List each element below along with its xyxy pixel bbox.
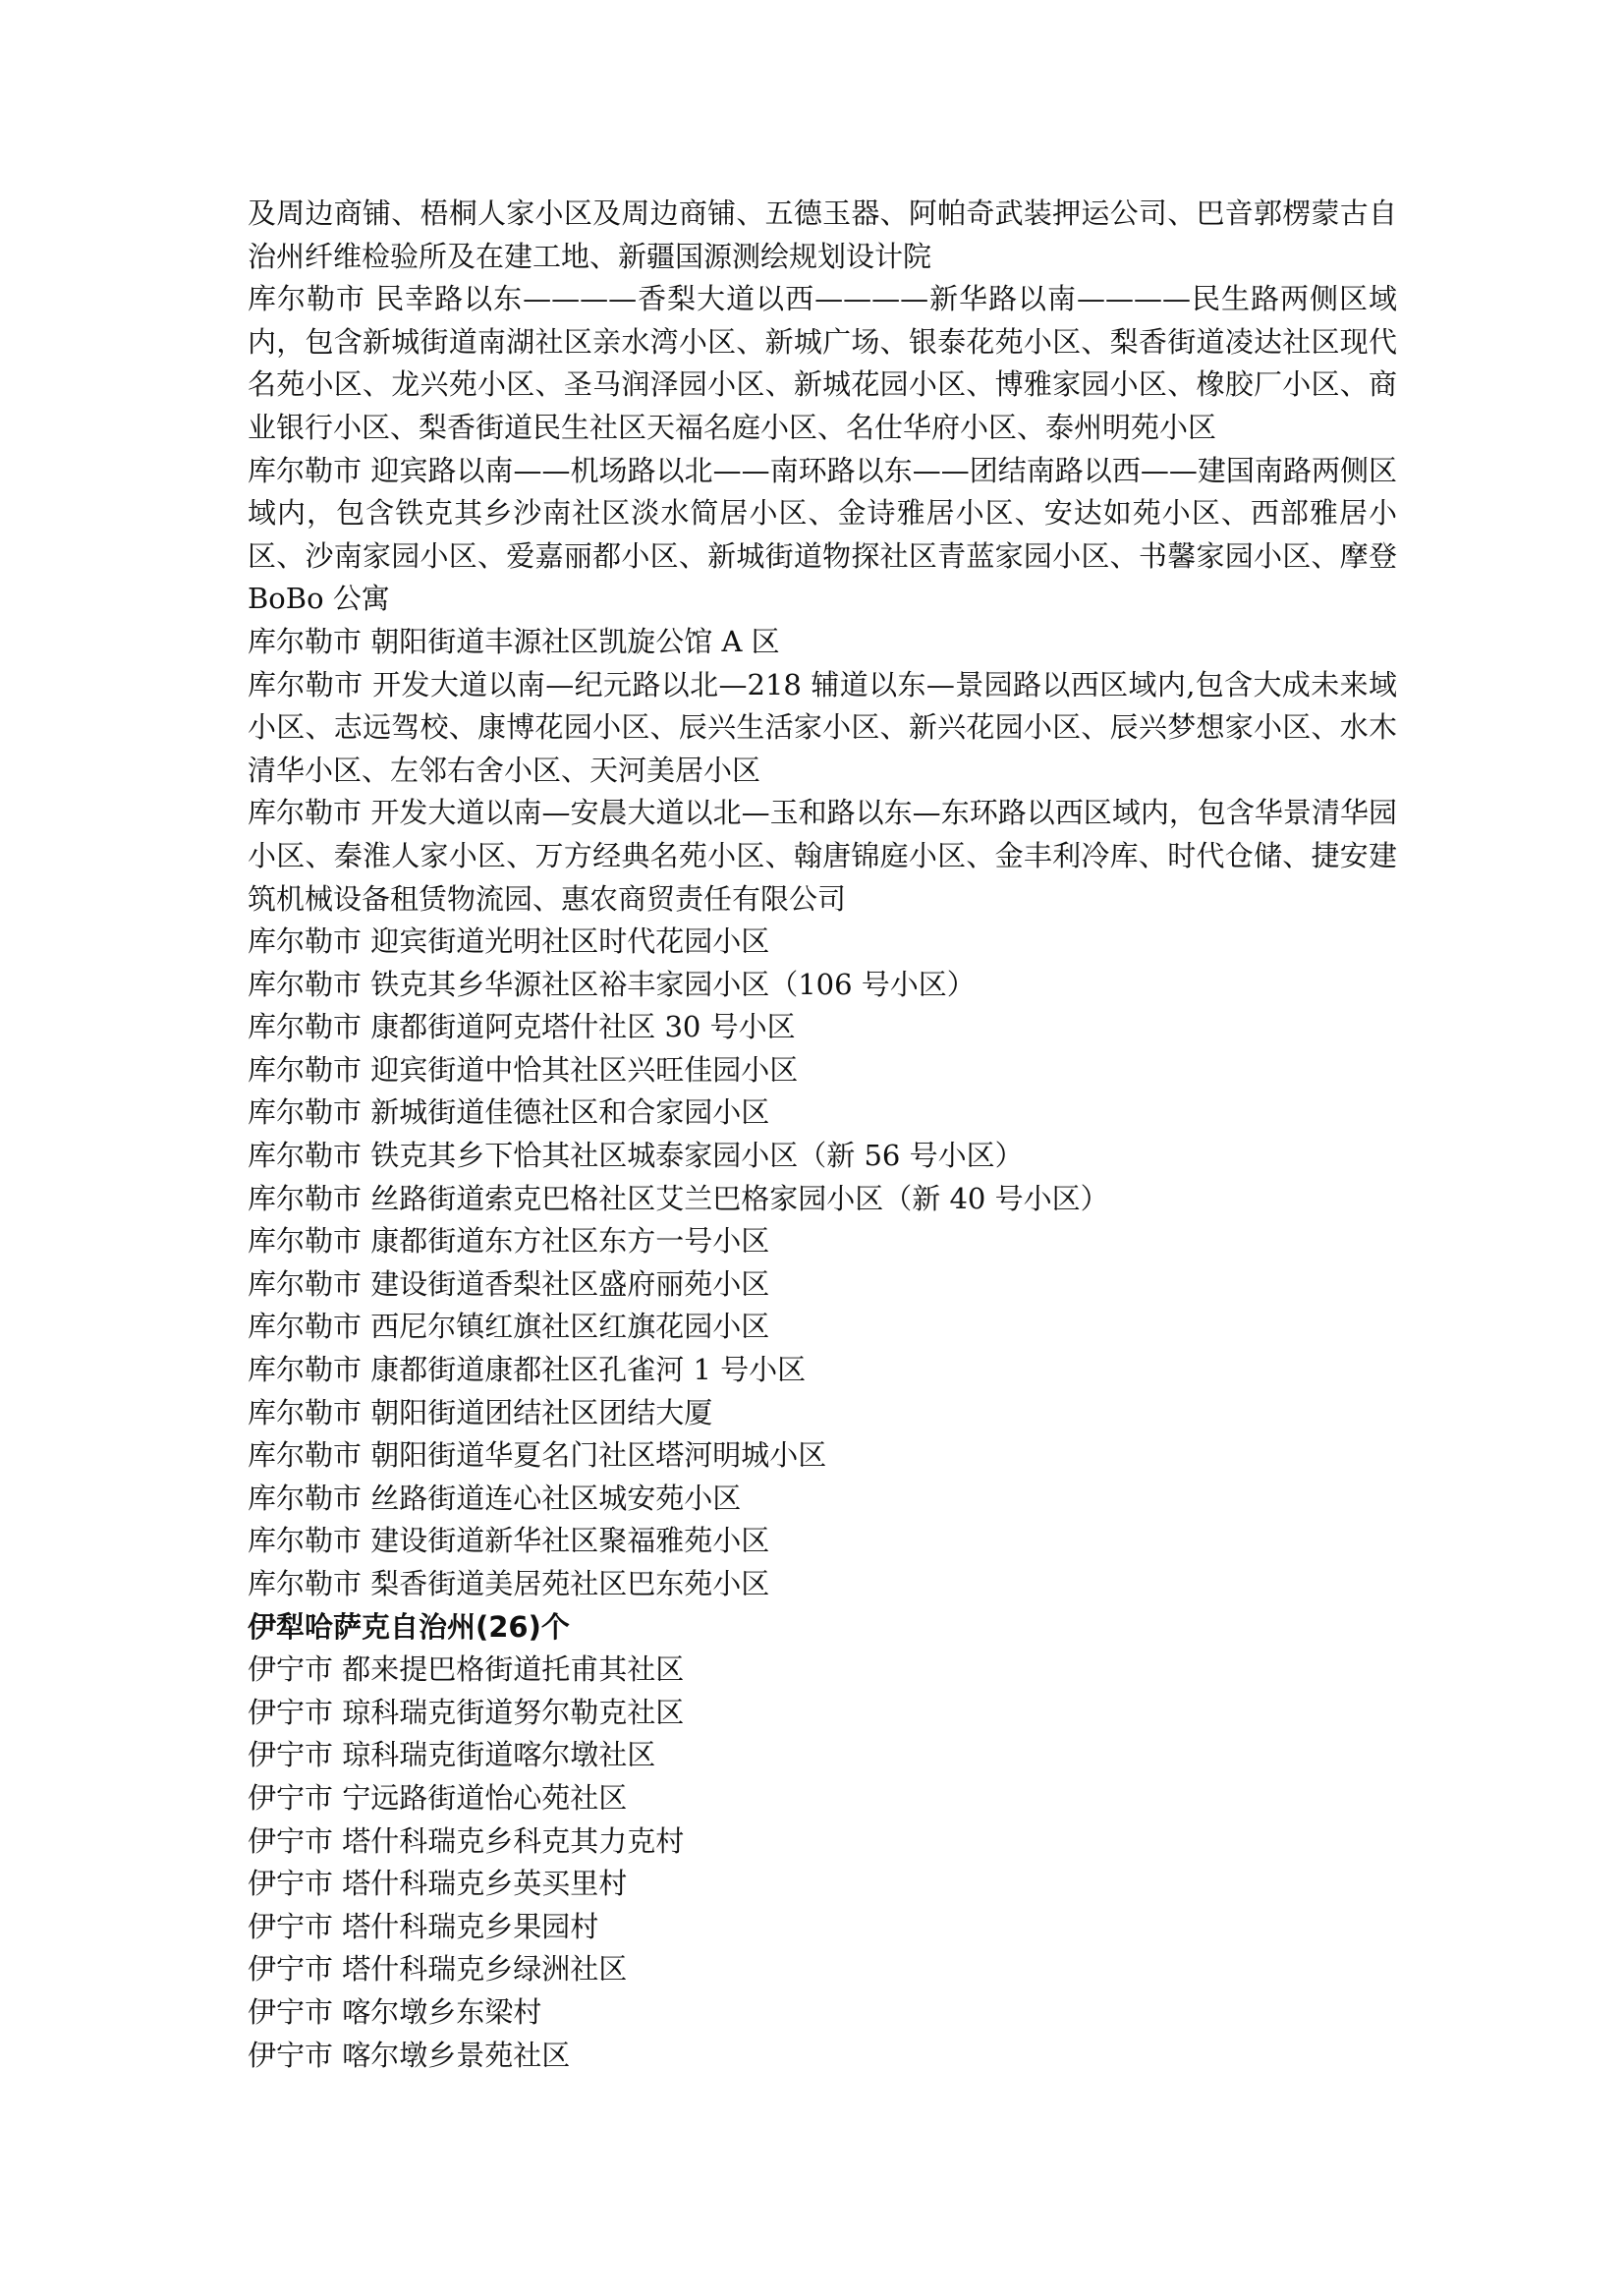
location-text: 塔什科瑞克乡果园村 [342,1909,599,1943]
city-label: 库尔勒市 [248,1353,363,1387]
city-label: 库尔勒市 [248,1395,363,1429]
location-text: 朝阳街道团结社区团结大厦 [370,1395,713,1429]
city-label: 伊宁市 [248,1994,334,2029]
city-label: 库尔勒市 [248,624,363,658]
location-text: 民幸路以东————香梨大道以西————新华路以南————民生路两侧区域内，包含新城街道南湖社区亲水湾小区、新城广场、银泰花苑小区、梨香街道凌达社区现代名苑小区、龙兴苑小区、圣马润泽园小区、新城花园小区、博雅家园小区、橡胶厂小区、商业银行小区、梨香街道民生社区天福名庭小区、名仕华府小区、泰州明苑小区 [248,282,1397,444]
location-text: 迎宾街道光明社区时代花园小区 [370,924,770,959]
city-label: 伊宁市 [248,1695,334,1729]
location-text: 迎宾路以南——机场路以北——南环路以东——团结南路以西——建国南路两侧区域内，包含铁克其乡沙南社区淡水简居小区、金诗雅居小区、安达如苑小区、西部雅居小区、沙南家园小区、爱嘉丽都小区、新城街道物探社区青蓝家园小区、书馨家园小区、摩登 BoBo 公寓 [248,453,1397,616]
list-item [248,1948,1397,1991]
city-label: 库尔勒市 [248,1139,363,1173]
list-item [248,1777,1397,1820]
section-heading: 伊犁哈萨克自治州(26)个 [248,1609,570,1644]
location-text: 康都街道康都社区孔雀河 1 号小区 [370,1353,807,1387]
list-item [248,921,1397,964]
list-item [248,1820,1397,1864]
location-text: 朝阳街道华夏名门社区塔河明城小区 [370,1438,827,1473]
list-item [248,1863,1397,1906]
city-label: 库尔勒市 [248,1052,363,1087]
list-item [248,278,1397,449]
list-item [248,2035,1397,2078]
location-text: 塔什科瑞克乡科克其力克村 [342,1823,685,1858]
list-item [248,1349,1397,1392]
city-label: 库尔勒市 [248,1266,363,1301]
city-label: 伊宁市 [248,1952,334,1987]
location-text: 喀尔墩乡东梁村 [342,1994,542,2029]
list-item [248,1263,1397,1307]
location-text: 塔什科瑞克乡英买里村 [342,1867,628,1901]
city-label: 库尔勒市 [248,1567,363,1600]
city-label: 库尔勒市 [248,1181,363,1215]
list-item [248,1520,1397,1563]
location-text: 开发大道以南—安晨大道以北—玉和路以东—东环路以西区域内，包含华景清华园小区、秦淮人家小区、万方经典名苑小区、翰唐锦庭小区、金丰利冷库、时代仓储、捷安建筑机械设备租赁物流园、惠农商贸责任有限公司 [248,796,1397,916]
list-item [248,1906,1397,1949]
list-item [248,1649,1397,1692]
location-text: 丝路街道索克巴格社区艾兰巴格家园小区（新 40 号小区） [370,1181,1109,1215]
location-text: 康都街道阿克塔什社区 30 号小区 [370,1010,796,1044]
city-label: 库尔勒市 [248,1310,363,1344]
location-text: 都来提巴格街道托甫其社区 [342,1652,685,1687]
list-item [248,621,1397,664]
korla-list [248,278,1397,1605]
location-text: 迎宾街道中恰其社区兴旺佳园小区 [370,1052,799,1087]
city-label: 伊宁市 [248,2038,334,2072]
location-text: 喀尔墩乡景苑社区 [342,2038,571,2072]
list-item [248,792,1397,921]
list-item [248,1563,1397,1606]
city-label: 库尔勒市 [248,1010,363,1044]
list-item [248,1135,1397,1178]
city-label: 库尔勒市 [248,1224,363,1259]
location-text: 宁远路街道怡心苑社区 [342,1780,628,1815]
city-label: 库尔勒市 [248,1481,363,1515]
location-text: 塔什科瑞克乡绿洲社区 [342,1952,628,1987]
document-page [248,193,1397,2077]
list-item [248,1006,1397,1049]
location-text: 开发大道以南—纪元路以北—218 辅道以东—景园路以西区域内,包含大成未来域小区、志远驾校、康博花园小区、辰兴生活家小区、新兴花园小区、辰兴梦想家小区、水木清华小区、左邻右舍小区、天河美居小区 [248,667,1397,787]
list-item [248,1434,1397,1478]
location-text: 琼科瑞克街道喀尔墩社区 [342,1738,656,1772]
list-item [248,1692,1397,1735]
location-text: 铁克其乡下恰其社区城泰家园小区（新 56 号小区） [370,1139,1024,1173]
location-text: 建设街道新华社区聚福雅苑小区 [370,1524,770,1558]
location-text: 康都街道东方社区东方一号小区 [370,1224,770,1259]
city-label: 库尔勒市 [248,796,363,830]
city-label: 库尔勒市 [248,924,363,959]
city-label: 库尔勒市 [248,453,363,487]
list-item [248,1392,1397,1435]
continuation-paragraph: 及周边商铺、梧桐人家小区及周边商铺、五德玉器、阿帕奇武装押运公司、巴音郭楞蒙古自治州纤维检验所及在建工地、新疆国源测绘规划设计院 [248,196,1397,273]
city-label: 伊宁市 [248,1909,334,1943]
city-label: 库尔勒市 [248,1524,363,1558]
city-label: 伊宁市 [248,1738,334,1772]
list-item [248,1991,1397,2035]
location-text: 西尼尔镇红旗社区红旗花园小区 [370,1310,770,1344]
location-text: 朝阳街道丰源社区凯旋公馆 A 区 [370,624,780,658]
city-label: 库尔勒市 [248,1438,363,1473]
list-item [248,1220,1397,1263]
yining-list [248,1649,1397,2077]
list-item [248,1092,1397,1135]
city-label: 伊宁市 [248,1823,334,1858]
list-item [248,1734,1397,1777]
city-label: 伊宁市 [248,1867,334,1901]
list-item [248,1178,1397,1221]
location-text: 建设街道香梨社区盛府丽苑小区 [370,1266,770,1301]
city-label: 伊宁市 [248,1652,334,1687]
city-label: 库尔勒市 [248,967,363,1001]
list-item [248,1478,1397,1521]
list-item [248,964,1397,1007]
city-label: 伊宁市 [248,1780,334,1815]
list-item [248,450,1397,621]
list-item [248,1306,1397,1349]
city-label: 库尔勒市 [248,1095,363,1130]
list-item [248,1049,1397,1092]
location-text: 琼科瑞克街道努尔勒克社区 [342,1695,685,1729]
location-text: 梨香街道美居苑社区巴东苑小区 [370,1567,770,1600]
location-text: 新城街道佳德社区和合家园小区 [370,1095,770,1130]
location-text: 铁克其乡华源社区裕丰家园小区（106 号小区） [370,967,976,1001]
city-label: 库尔勒市 [248,282,365,316]
location-text: 丝路街道连心社区城安苑小区 [370,1481,742,1515]
list-item [248,664,1397,793]
city-label: 库尔勒市 [248,667,364,701]
